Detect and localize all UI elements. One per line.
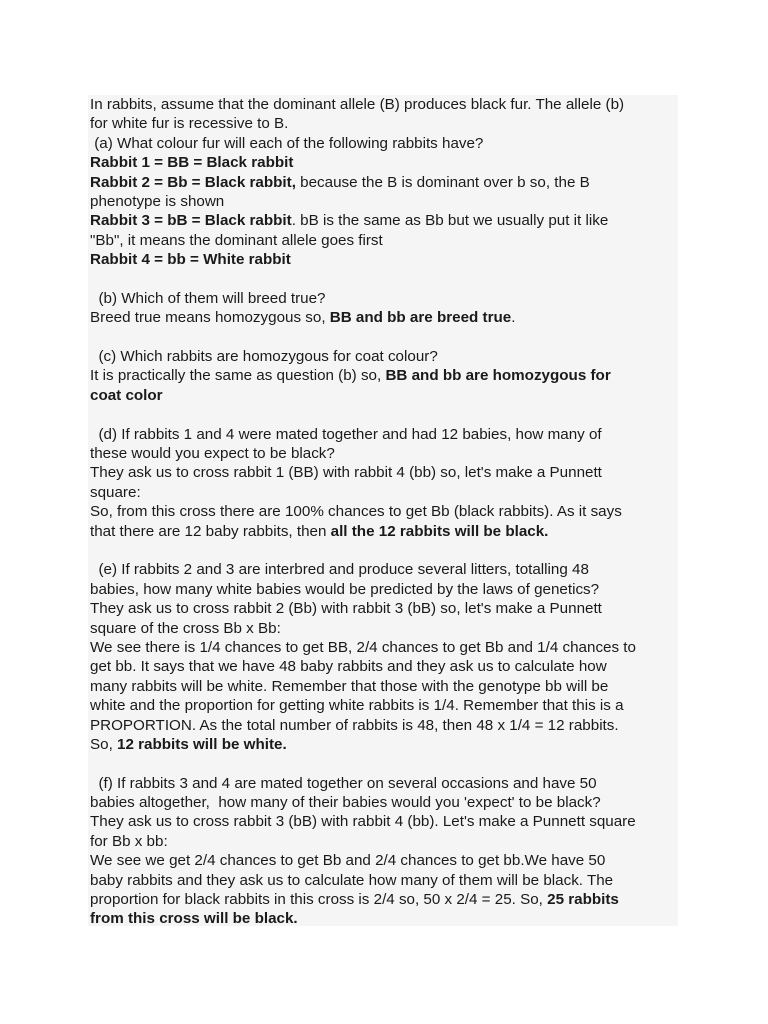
question-d-2: these would you expect to be black? <box>90 445 335 463</box>
answer-d-4 <box>90 522 678 541</box>
rabbit-2-bold: Rabbit 2 = Bb = Black rabbit, <box>90 173 296 191</box>
answer-e-text: So, <box>90 735 118 753</box>
answer-f-3: We see we get 2/4 chances to get Bb and 2/4 chances to get bb.We have 50 <box>90 852 606 870</box>
spacer <box>90 405 678 424</box>
answer-b-text: Breed true means homozygous so, <box>90 309 330 327</box>
spacer <box>90 270 678 289</box>
answer-d-3: So, from this cross there are 100% chances to get Bb (black rabbits). As it says <box>90 503 622 521</box>
answer-c <box>90 366 678 385</box>
question-c: (c) Which rabbits are homozygous for coat colour? <box>90 348 438 366</box>
answer-c-bold: BB and bb are homozygous for <box>385 367 611 385</box>
answer-rabbit-3 <box>90 211 678 230</box>
answer-e-2: square of the cross Bb x Bb: <box>90 619 281 637</box>
answer-f-5 <box>90 890 678 909</box>
answer-f-2: for Bb x bb: <box>90 832 168 850</box>
answer-f-6 <box>90 909 678 928</box>
answer-e-6: white and the proportion for getting white rabbits is 1/4. Remember that this is a <box>90 697 624 715</box>
intro-line-2: for white fur is recessive to B. <box>90 115 289 133</box>
answer-c-bold-2: coat color <box>90 386 163 404</box>
answer-b-end: . <box>511 309 516 327</box>
answer-rabbit-2-cont: phenotype is shown <box>90 192 225 210</box>
spacer <box>90 328 678 347</box>
spacer <box>90 754 678 773</box>
question-f-1: (f) If rabbits 3 and 4 are mated together on several occasions and have 50 <box>90 774 597 792</box>
answer-f-bold-2: from this cross will be black. <box>90 910 298 928</box>
question-f-2: babies altogether, how many of their babies would you 'expect' to be black? <box>90 794 601 812</box>
question-e-1: (e) If rabbits 2 and 3 are interbred and produce several litters, totalling 48 <box>90 561 589 579</box>
answer-e-5: many rabbits will be white. Remember that those with the genotype bb will be <box>90 677 609 695</box>
answer-e-4: get bb. It says that we have 48 baby rabbits and they ask us to calculate how <box>90 658 607 676</box>
answer-e-1: They ask us to cross rabbit 2 (Bb) with rabbit 3 (bB) so, let's make a Punnett <box>90 600 602 618</box>
answer-f-bold: 25 rabbits <box>547 891 619 909</box>
rabbit-3-bold: Rabbit 3 = bB = Black rabbit <box>90 212 292 230</box>
intro-line-1: In rabbits, assume that the dominant allele (B) produces black fur. The allele (b) <box>90 96 625 113</box>
question-a: (a) What colour fur will each of the following rabbits have? <box>90 134 484 152</box>
answer-f-1: They ask us to cross rabbit 3 (bB) with rabbit 4 (bb). Let's make a Punnett square <box>90 813 636 831</box>
answer-f-text: proportion for black rabbits in this cross is 2/4 so, 50 x 2/4 = 25. So, <box>90 891 548 909</box>
question-d-1: (d) If rabbits 1 and 4 were mated together and had 12 babies, how many of <box>90 425 602 443</box>
answer-rabbit-1 <box>90 153 678 172</box>
rabbit-3-text: . bB is the same as Bb but we usually put it like <box>291 212 609 230</box>
answer-d-2: square: <box>90 483 141 501</box>
answer-c-cont <box>90 386 678 405</box>
answer-e-7: PROPORTION. As the total number of rabbits is 48, then 48 x 1/4 = 12 rabbits. <box>90 716 619 734</box>
answer-rabbit-4 <box>90 250 678 269</box>
answer-d-text: that there are 12 baby rabbits, then <box>90 522 331 540</box>
answer-d-bold: all the 12 rabbits will be black. <box>330 522 549 540</box>
answer-rabbit-2 <box>90 173 678 192</box>
answer-d-1: They ask us to cross rabbit 1 (BB) with rabbit 4 (bb) so, let's make a Punnett <box>90 464 602 482</box>
question-e-2: babies, how many white babies would be predicted by the laws of genetics? <box>90 580 600 598</box>
answer-e-8 <box>90 735 678 754</box>
rabbit-2-text: because the B is dominant over b so, the B <box>295 173 590 191</box>
answer-e-bold: 12 rabbits will be white. <box>117 735 287 753</box>
answer-e-3: We see there is 1/4 chances to get BB, 2/4 chances to get Bb and 1/4 chances to <box>90 638 636 656</box>
rabbit-1-bold: Rabbit 1 = BB = Black rabbit <box>90 154 294 172</box>
spacer <box>90 541 678 560</box>
rabbit-4-bold: Rabbit 4 = bb = White rabbit <box>90 251 291 269</box>
answer-b <box>90 308 678 327</box>
answer-b-bold: BB and bb are breed true <box>329 309 512 327</box>
answer-c-text: It is practically the same as question (b) so, <box>90 367 386 385</box>
answer-rabbit-3-cont: "Bb", it means the dominant allele goes first <box>90 231 383 249</box>
document-page <box>88 95 678 926</box>
question-b: (b) Which of them will breed true? <box>90 289 326 307</box>
answer-f-4: baby rabbits and they ask us to calculate how many of them will be black. The <box>90 871 614 889</box>
